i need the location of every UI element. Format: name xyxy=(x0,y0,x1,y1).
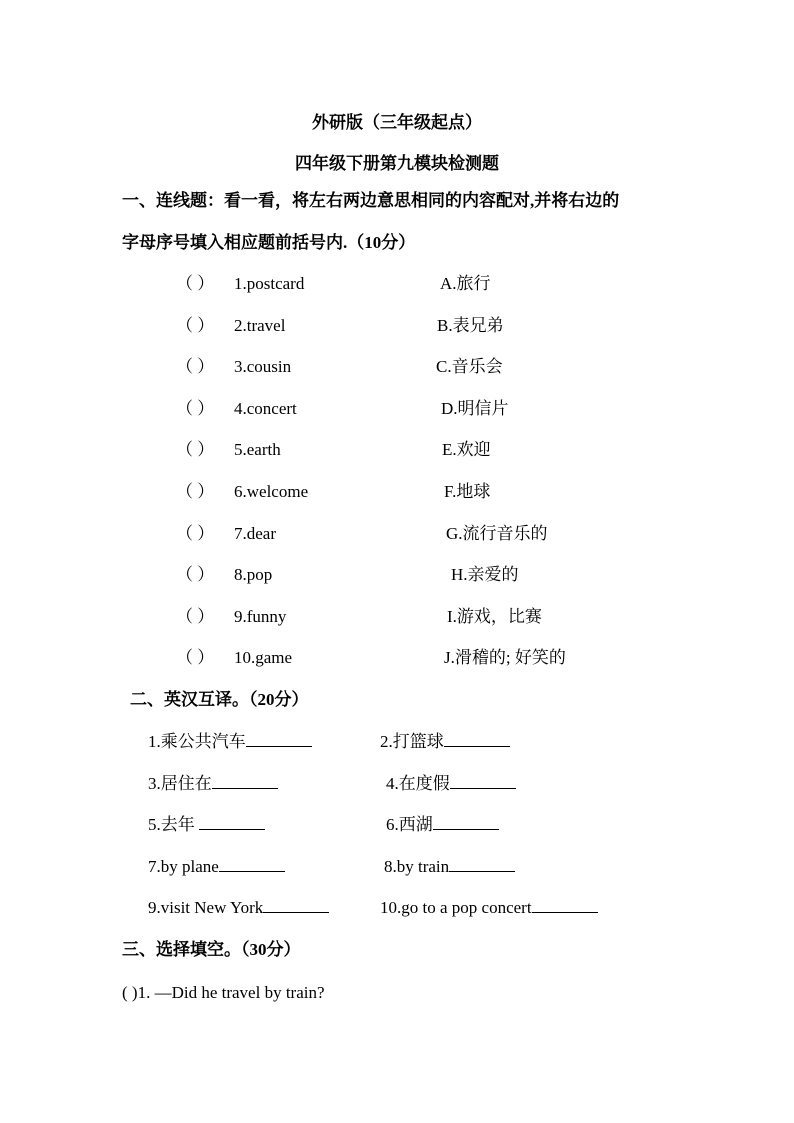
english-word: 1.postcard xyxy=(234,274,305,293)
matching-row-left xyxy=(176,482,308,502)
answer-blank[interactable] xyxy=(450,774,516,789)
translation-item xyxy=(380,898,598,918)
chinese-meaning: C.音乐会 xyxy=(436,357,503,377)
answer-blank[interactable] xyxy=(219,857,285,872)
translation-prompt: 7.by plane xyxy=(148,856,219,876)
english-word: 8.pop xyxy=(234,565,273,585)
section1-heading-line2: 字母序号填入相应题前括号内.（10分） xyxy=(122,233,416,252)
english-word: 10.game xyxy=(234,648,293,668)
chinese-meaning: H.亲爱的 xyxy=(451,565,519,585)
chinese-meaning: F.地球 xyxy=(444,482,491,501)
answer-blank[interactable] xyxy=(449,857,515,872)
answer-paren[interactable]: （ ） xyxy=(176,440,215,460)
question-1-text: 1. —Did he travel by train? xyxy=(137,983,325,1002)
english-word: 3.cousin xyxy=(234,357,292,377)
answer-blank[interactable] xyxy=(212,774,278,789)
matching-row-left xyxy=(176,440,281,460)
answer-blank[interactable] xyxy=(263,898,329,913)
translation-prompt: 3.居住在 xyxy=(148,773,212,793)
answer-paren[interactable]: ( ) xyxy=(122,983,138,1002)
translation-prompt: 4.在度假 xyxy=(386,773,450,793)
answer-paren[interactable]: （ ） xyxy=(176,648,215,668)
chinese-meaning: I.游戏，比赛 xyxy=(447,606,542,626)
matching-row-left xyxy=(176,565,272,585)
answer-paren[interactable]: （ ） xyxy=(176,523,215,543)
matching-row-left xyxy=(176,357,291,377)
english-word: 2.travel xyxy=(234,315,286,335)
answer-blank[interactable] xyxy=(444,732,510,747)
question-1 xyxy=(122,983,325,1003)
matching-row-left xyxy=(176,399,297,419)
answer-blank[interactable] xyxy=(532,898,598,913)
answer-blank[interactable] xyxy=(246,732,312,747)
chinese-meaning: J.滑稽的; 好笑的 xyxy=(444,648,566,668)
chinese-meaning: E.欢迎 xyxy=(442,440,491,460)
translation-item xyxy=(380,732,510,752)
answer-paren[interactable]: （ ） xyxy=(176,398,215,418)
page-subtitle: 四年级下册第九模块检测题 xyxy=(295,154,499,173)
matching-row-left xyxy=(176,316,285,336)
english-word: 5.earth xyxy=(234,440,281,460)
english-word: 4.concert xyxy=(234,398,297,418)
translation-prompt: 10.go to a pop concert xyxy=(380,898,532,917)
matching-row-left xyxy=(176,607,286,627)
english-word: 7.dear xyxy=(234,523,277,543)
section3-heading: 三、选择填空。（30分） xyxy=(122,940,301,959)
translation-item xyxy=(386,815,499,835)
translation-prompt: 5.去年 xyxy=(148,815,199,834)
chinese-meaning: A.旅行 xyxy=(440,274,491,293)
chinese-meaning: D.明信片 xyxy=(441,398,509,418)
translation-item xyxy=(148,774,278,794)
translation-prompt: 8.by train xyxy=(384,856,450,876)
english-word: 9.funny xyxy=(234,606,287,626)
section2-heading: 二、英汉互译。（20分） xyxy=(130,690,309,709)
answer-paren[interactable]: （ ） xyxy=(176,274,215,293)
chinese-meaning: B.表兄弟 xyxy=(437,315,504,335)
answer-blank[interactable] xyxy=(199,815,265,830)
page-title: 外研版（三年级起点） xyxy=(312,113,482,132)
translation-item xyxy=(148,898,329,918)
translation-item xyxy=(386,774,516,794)
matching-row-left xyxy=(176,648,292,668)
answer-paren[interactable]: （ ） xyxy=(176,482,215,501)
translation-item xyxy=(148,815,265,835)
answer-paren[interactable]: （ ） xyxy=(176,315,215,335)
answer-paren[interactable]: （ ） xyxy=(176,606,215,626)
section1-heading-line1: 一、连线题：看一看，将左右两边意思相同的内容配对,并将右边的 xyxy=(122,191,620,210)
matching-row-left xyxy=(176,274,304,294)
answer-paren[interactable]: （ ） xyxy=(176,565,215,585)
translation-prompt: 9.visit New York xyxy=(148,898,264,917)
translation-prompt: 1.乘公共汽车 xyxy=(148,732,246,751)
translation-item xyxy=(148,732,312,752)
english-word: 6.welcome xyxy=(234,482,309,501)
translation-item xyxy=(384,857,515,877)
translation-prompt: 6.西湖 xyxy=(386,815,433,834)
matching-row-left xyxy=(176,524,276,544)
translation-item xyxy=(148,857,285,877)
answer-blank[interactable] xyxy=(433,815,499,830)
translation-prompt: 2.打篮球 xyxy=(380,732,444,751)
answer-paren[interactable]: （ ） xyxy=(176,357,215,377)
chinese-meaning: G.流行音乐的 xyxy=(446,523,548,543)
